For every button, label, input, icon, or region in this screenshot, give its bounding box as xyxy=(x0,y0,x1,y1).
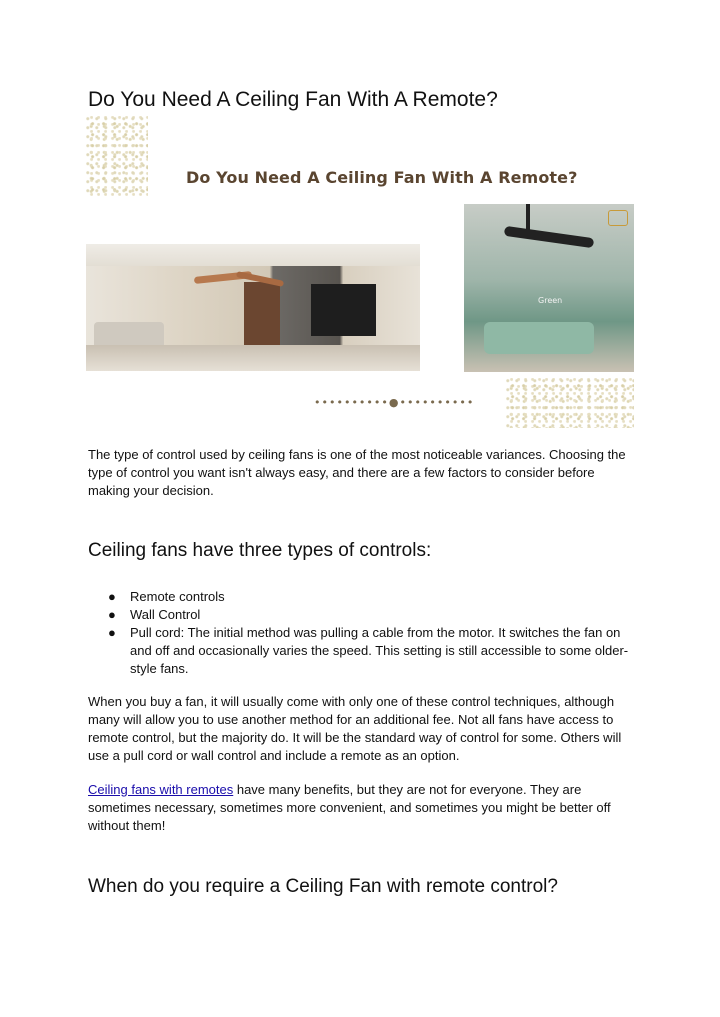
bullet-icon: ● xyxy=(108,607,116,622)
list-item: ● Pull cord: The initial method was pulling a cable from the motor. It switches the fan on and off and occasionally varies the speed. This setting is still accessible to some older-style fans. xyxy=(108,625,629,676)
brand-logo-icon xyxy=(608,210,628,226)
body-paragraph-link: Ceiling fans with remotes have many benefits, but they are not for everyone. They are sometimes necessary, sometimes more convenient, and sometimes you might be better off without them! xyxy=(88,782,611,833)
banner-divider: ••••••••••●•••••••••• xyxy=(314,396,475,409)
section-heading-remote: When do you require a Ceiling Fan with remote control? xyxy=(88,876,558,897)
controls-list xyxy=(88,588,636,678)
green-label: Green xyxy=(538,296,563,305)
intro-paragraph: The type of control used by ceiling fans is one of the most noticeable variances. Choosing the type of control you want isn't always easy, and there are a few factors to consider before making your decision. xyxy=(88,447,626,498)
banner-title: Do You Need A Ceiling Fan With A Remote? xyxy=(186,168,578,187)
living-room-photo xyxy=(86,244,420,371)
list-item: ● Wall Control xyxy=(108,607,201,622)
section-heading-controls: Ceiling fans have three types of controls: xyxy=(88,540,432,561)
bullet-icon: ● xyxy=(108,589,116,604)
bullet-icon: ● xyxy=(108,625,116,640)
ceiling-fans-remote-link[interactable]: Ceiling fans with remotes xyxy=(88,782,234,797)
speckle-decoration xyxy=(86,116,148,196)
ceiling-fan-icon xyxy=(504,226,595,248)
green-room-photo xyxy=(464,204,634,372)
speckle-decoration xyxy=(506,378,634,428)
page-title: Do You Need A Ceiling Fan With A Remote? xyxy=(88,88,498,111)
body-paragraph: When you buy a fan, it will usually come with only one of these control techniques, although many will allow you to use another method for an additional fee. Not all fans have access to remote control, but the majority do. It will be the standard way of control for some. Others will use a pull cord or wall control and include a remote as an option. xyxy=(88,694,622,763)
list-item: ● Remote controls xyxy=(108,589,225,604)
banner-image xyxy=(86,116,634,428)
